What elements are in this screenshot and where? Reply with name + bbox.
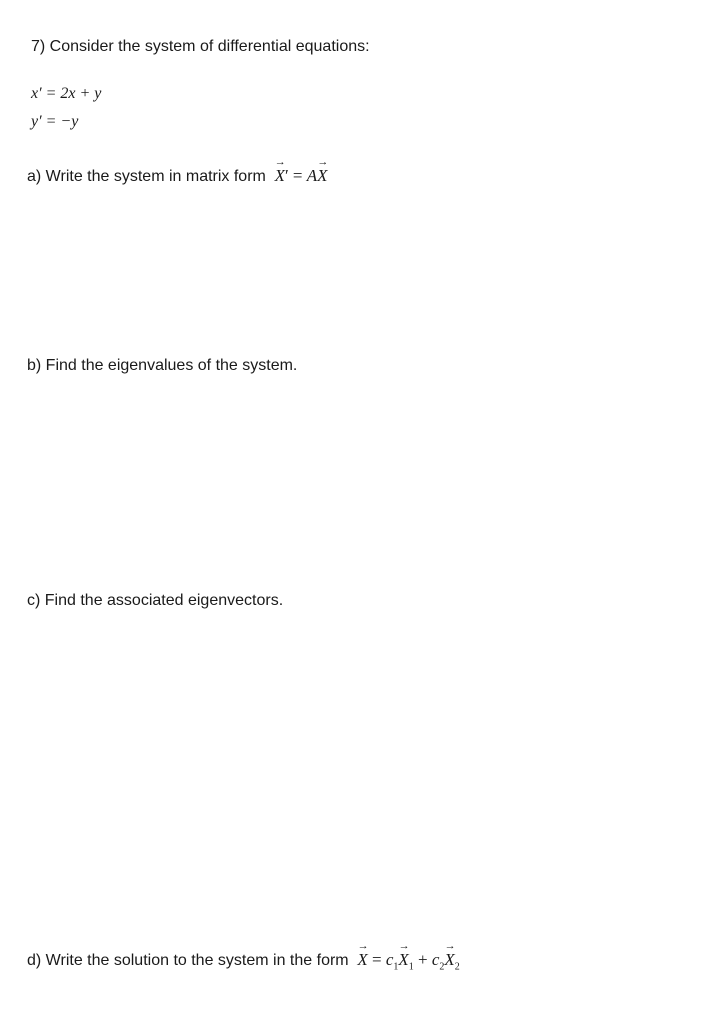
- part-a: [27, 166, 328, 187]
- problem-title: 7) Consider the system of differential equations:: [31, 38, 370, 55]
- part-a-label: a) Write the system in matrix form: [27, 168, 266, 185]
- part-c: c) Find the associated eigenvectors.: [27, 592, 284, 609]
- equation-2: y′ = −y: [31, 113, 79, 130]
- part-d-formula: → $X = c_1\to X_1 + c_2\to X_2$: [353, 950, 460, 969]
- part-b: b) Find the eigenvalues of the system.: [27, 357, 298, 374]
- part-d-label: d) Write the solution to the system in the form: [27, 952, 349, 969]
- part-a-formula: → X′ = A→ X: [270, 166, 327, 185]
- part-d: [27, 950, 460, 977]
- equation-1: x′ = 2x + y: [31, 85, 102, 102]
